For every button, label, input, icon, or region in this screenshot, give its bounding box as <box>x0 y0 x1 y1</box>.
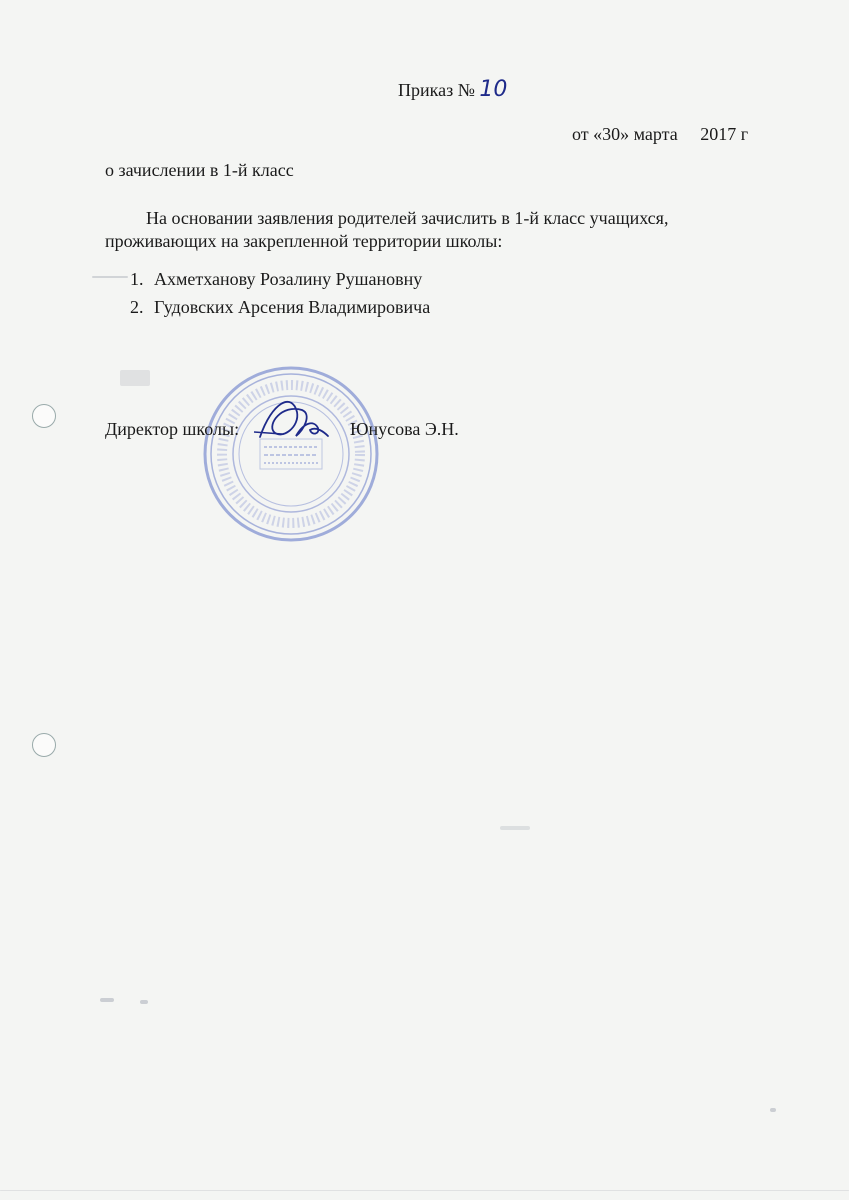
handwritten-signature <box>252 392 332 452</box>
scan-edge-line <box>0 1190 849 1191</box>
scan-speck <box>100 998 114 1002</box>
margin-pencil-mark <box>92 276 128 278</box>
student-name: Гудовских Арсения Владимировича <box>154 297 431 317</box>
punch-hole-bottom <box>32 733 56 757</box>
order-date: от «30» марта 2017 г <box>572 124 749 144</box>
order-subject: о зачислении в 1-й класс <box>105 160 294 180</box>
order-body-line-2: проживающих на закрепленной территории школы: <box>105 231 503 251</box>
director-name: Юнусова Э.Н. <box>350 419 459 439</box>
student-name: Ахметханову Розалину Рушановну <box>154 269 423 289</box>
director-role: Директор школы: <box>105 419 240 439</box>
student-list-item <box>130 296 430 318</box>
order-title <box>398 79 507 101</box>
order-title-prefix: Приказ № <box>398 80 475 100</box>
student-list-item <box>130 268 422 290</box>
punch-hole-top <box>32 404 56 428</box>
scan-speck <box>120 370 150 386</box>
student-number: 1. <box>130 269 144 289</box>
scan-speck <box>770 1108 776 1112</box>
scan-speck <box>140 1000 148 1004</box>
student-number: 2. <box>130 297 144 317</box>
order-number-handwritten: 10 <box>479 77 508 102</box>
scan-speck <box>500 826 530 830</box>
order-body-line-1: На основании заявления родителей зачислить в 1-й класс учащихся, <box>146 208 669 228</box>
